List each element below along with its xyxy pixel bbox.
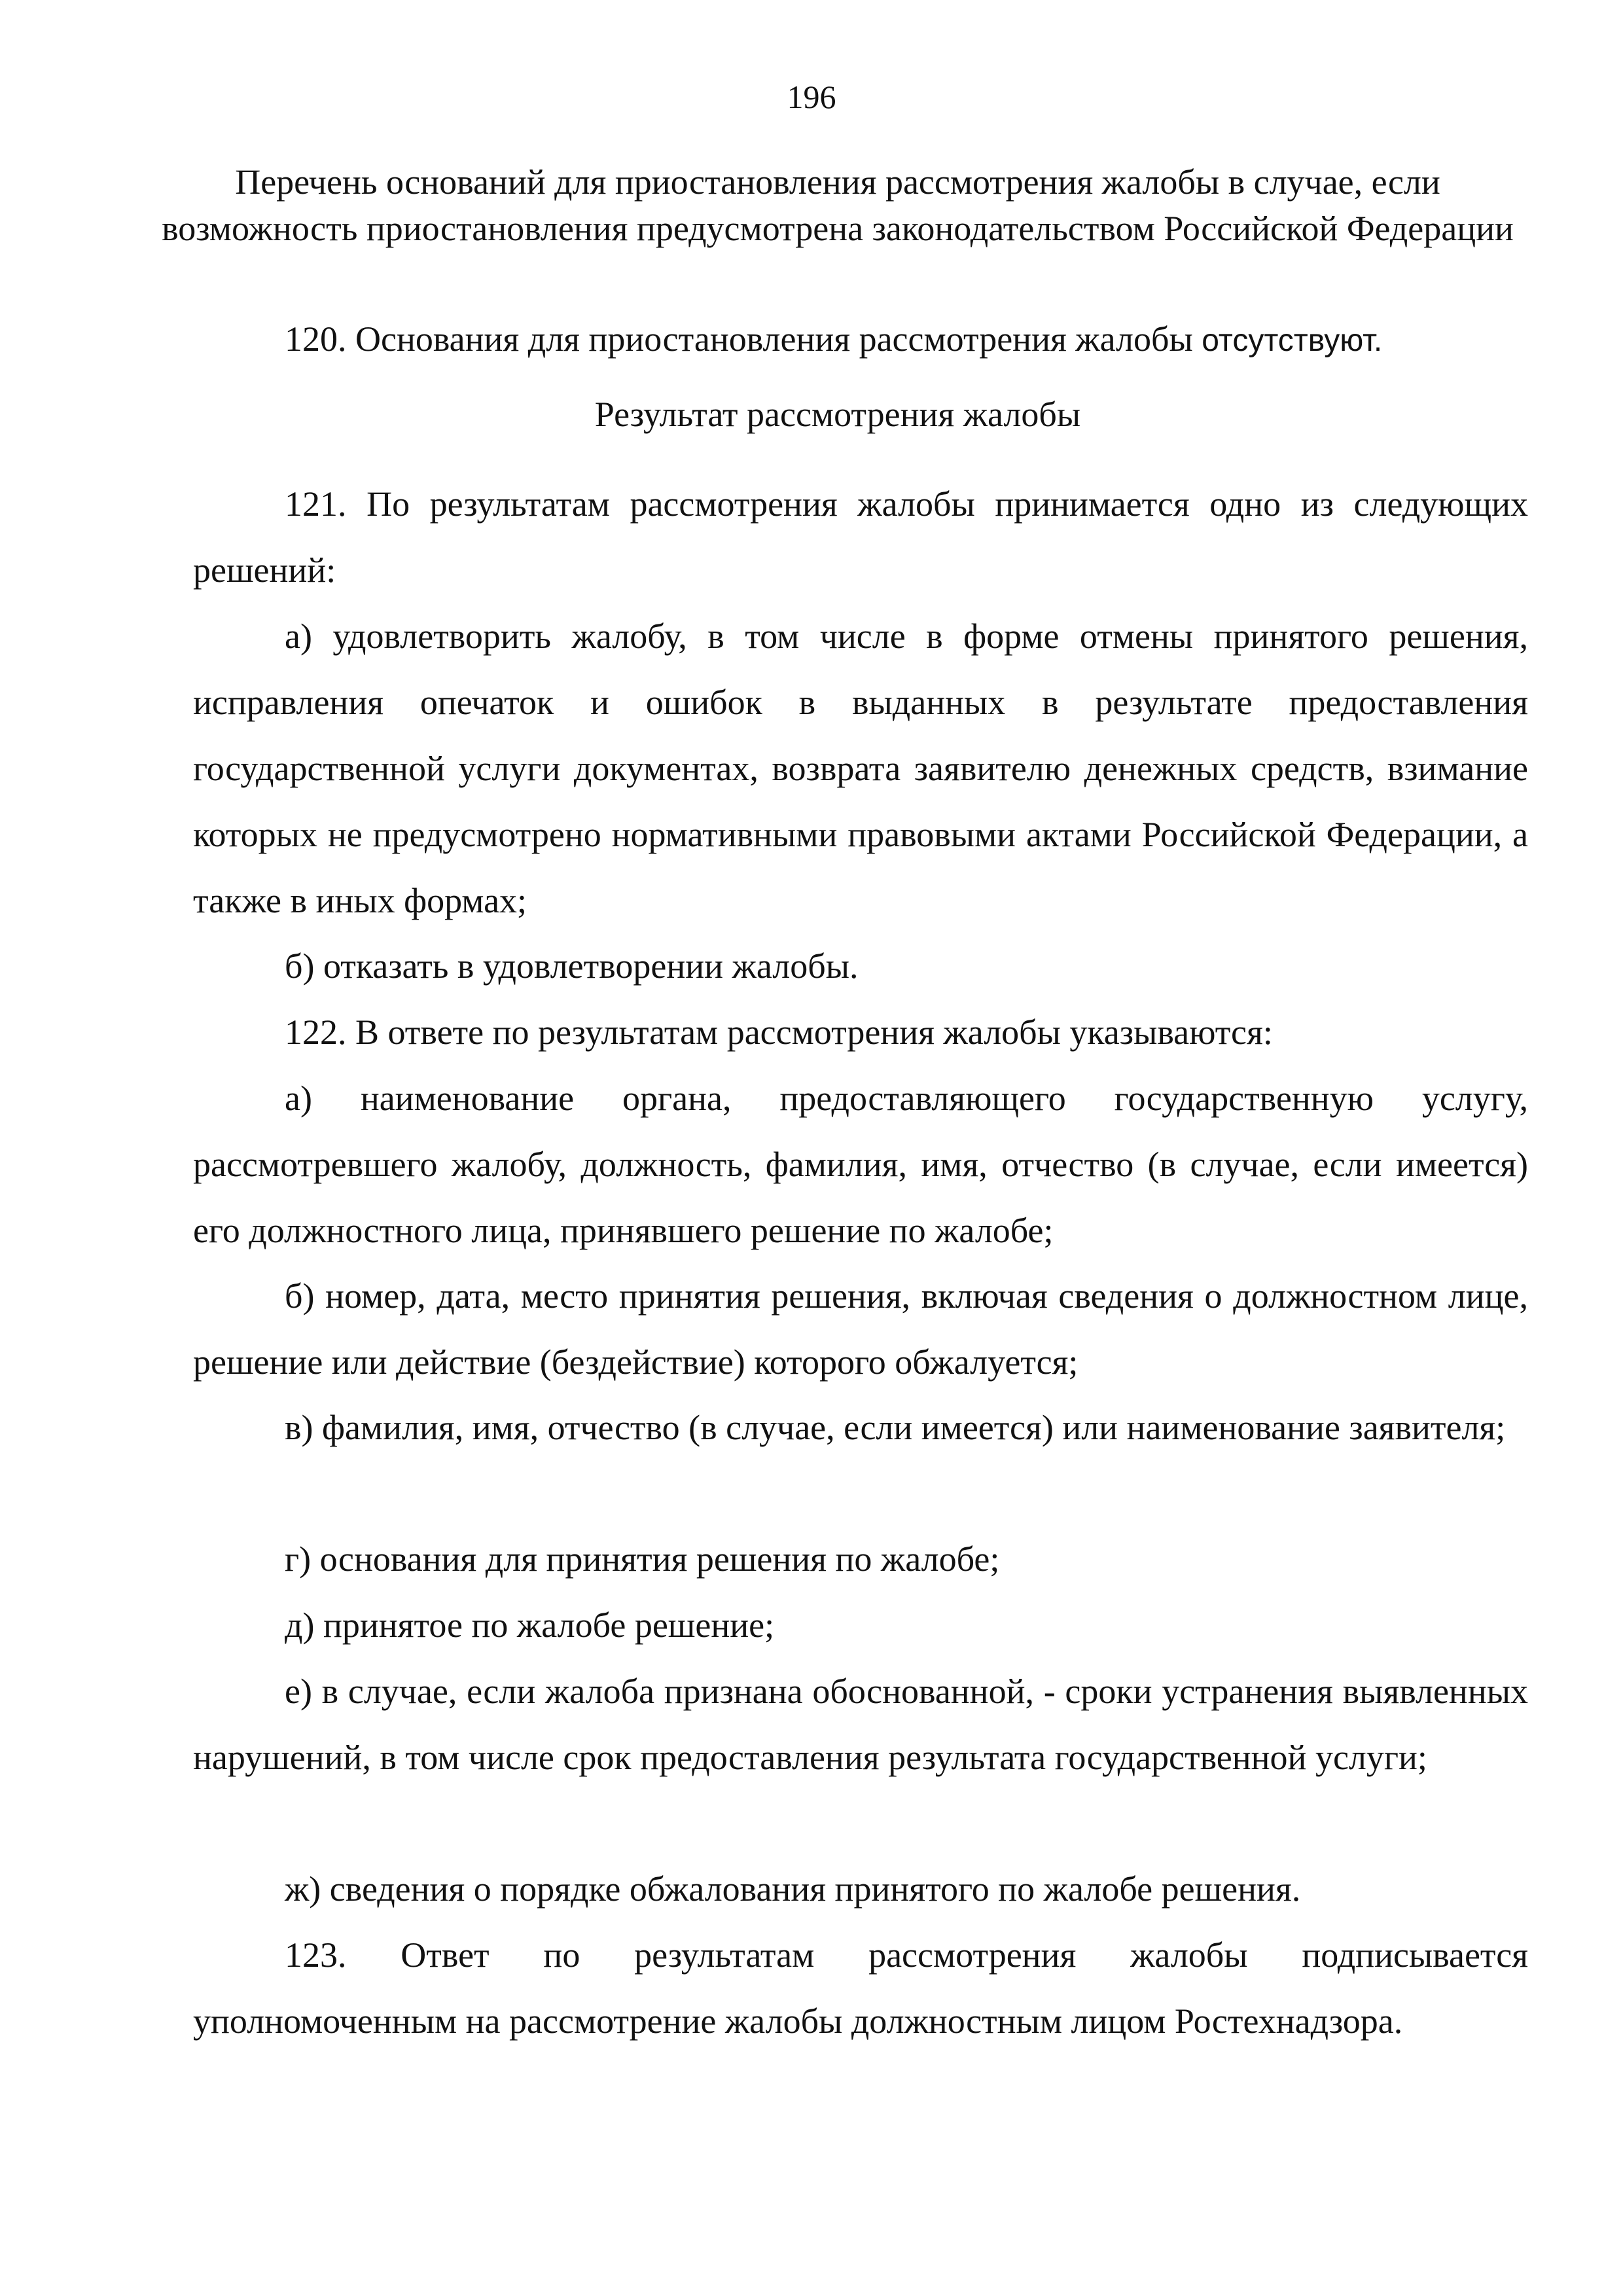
paragraph-121-b: б) отказать в удовлетворении жалобы. — [285, 946, 859, 986]
paragraph-122-v: в) фамилия, имя, отчество (в случае, если имеется) или наименование заявителя; — [285, 1408, 1506, 1447]
page-number: 196 — [787, 79, 836, 115]
paragraph-122-b: б) номер, дата, место принятия решения, включая сведения о должностном лице, решение или действие (бездействие) которого обжалуется; — [193, 1276, 1528, 1382]
paragraph-121-a: а) удовлетворить жалобу, в том числе в форме отмены принятого решения, исправления опечаток и ошибок в выданных в результате предоставления государственной услуги документах, возврата заявителю денежных средств, взимание которых не предусмотрено нормативными правовыми актами Российской Федерации, а также в иных формах; — [193, 617, 1528, 920]
paragraph-122-zh: ж) сведения о порядке обжалования принятого по жалобе решения. — [285, 1869, 1301, 1909]
paragraph-120-tail: отсутствуют. — [1202, 323, 1383, 358]
section-heading-result: Результат рассмотрения жалобы — [594, 395, 1081, 434]
paragraph-120-text: 120. Основания для приостановления рассмотрения жалобы — [285, 319, 1193, 359]
paragraph-123: 123. Ответ по результатам рассмотрения жалобы подписывается уполномоченным на рассмотрение жалобы должностным лицом Ростехнадзора. — [193, 1935, 1528, 2041]
paragraph-120 — [193, 306, 1528, 374]
paragraph-122-a: а) наименование органа, предоставляющего государственную услугу, рассмотревшего жалобу, должность, фамилия, имя, отчество (в случае, если имеется) его должностного лица, принявшего решение по жалобе; — [193, 1079, 1528, 1250]
paragraph-121: 121. По результатам рассмотрения жалобы принимается одно из следующих решений: — [193, 484, 1528, 590]
paragraph-122-d: д) принятое по жалобе решение; — [285, 1605, 775, 1645]
paragraph-122-g: г) основания для принятия решения по жалобе; — [285, 1539, 1000, 1579]
paragraph-122: 122. В ответе по результатам рассмотрения жалобы указываются: — [285, 1013, 1273, 1052]
paragraph-122-e: е) в случае, если жалоба признана обоснованной, - сроки устранения выявленных нарушений, в том числе срок предоставления результата государственной услуги; — [193, 1672, 1528, 1777]
section-heading-suspension: Перечень оснований для приостановления рассмотрения жалобы в случае, если возможность приостановления предусмотрена законодательством Российской Федерации — [162, 162, 1514, 248]
